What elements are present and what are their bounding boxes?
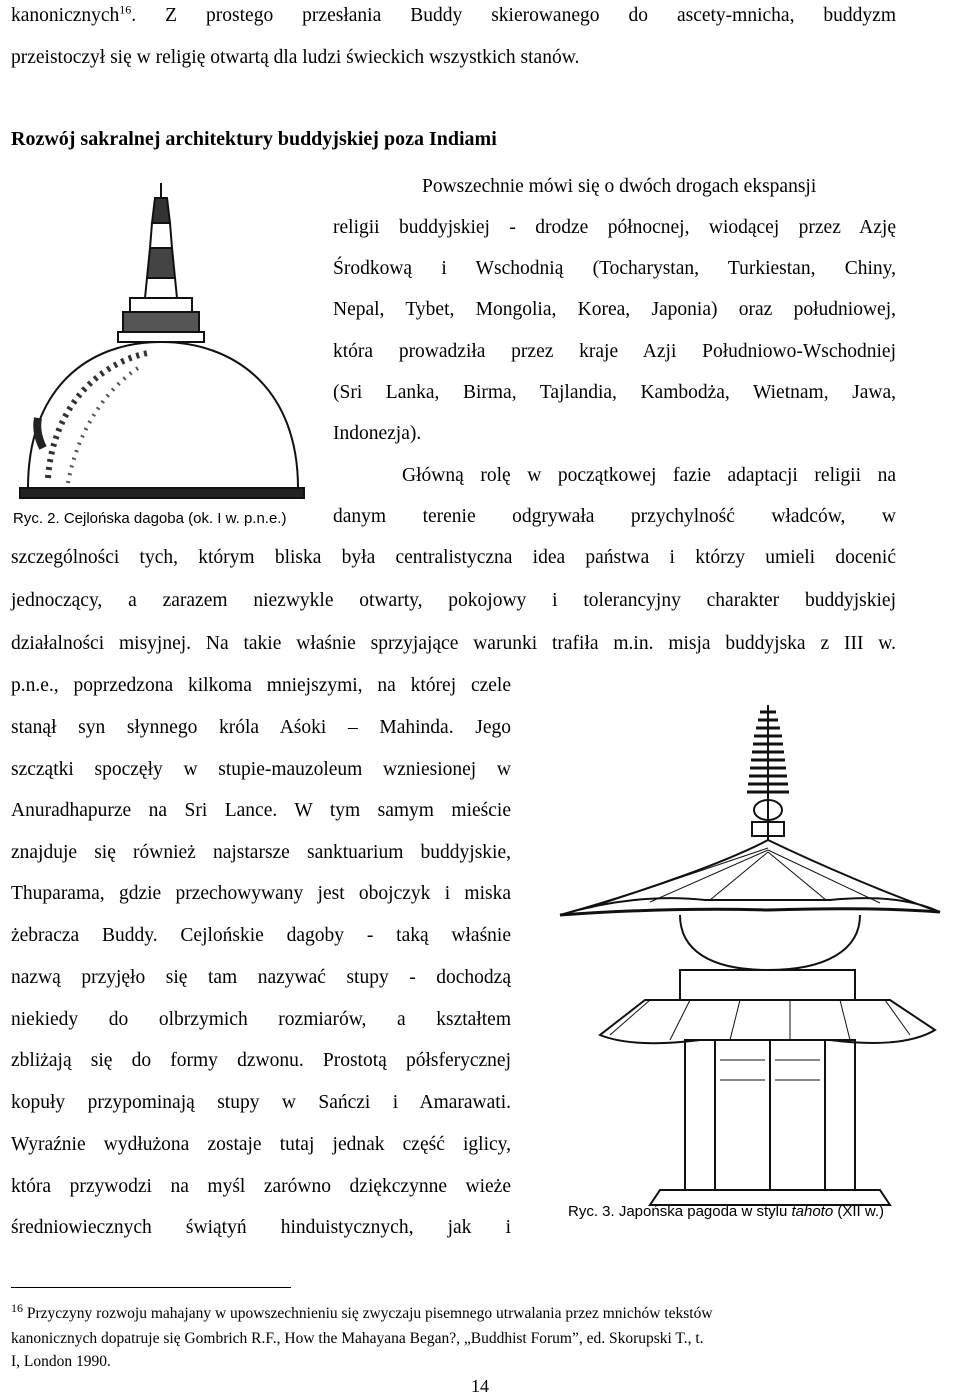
footnote-number: 16 xyxy=(11,1300,23,1315)
body-line: Powszechnie mówi się o dwóch drogach ekspansji xyxy=(422,176,817,197)
body-line: danym terenie odgrywała przychylność władców, w xyxy=(333,506,896,527)
body-line: Główną rolę w początkowej fazie adaptacji religii na xyxy=(402,465,896,486)
dagoba-illustration xyxy=(8,178,323,518)
text: kanonicznych xyxy=(11,5,120,26)
body-line: Indonezja). xyxy=(333,423,422,444)
body-line: Nepal, Tybet, Mongolia, Korea, Japonia) oraz południowej, xyxy=(333,299,896,320)
footnote xyxy=(11,1300,901,1325)
body-line: (Sri Lanka, Birma, Tajlandia, Kambodża, Wietnam, Jawa, xyxy=(333,382,896,403)
footnote: I, London 1990. xyxy=(11,1353,111,1370)
text: (XII w.) xyxy=(833,1203,885,1220)
text: . Z prostego przesłania Buddy skierowanego do ascety-mnicha, buddyzm xyxy=(131,5,896,26)
body-line: Wyraźnie wydłużona zostaje tutaj jednak część iglicy, xyxy=(11,1134,511,1155)
body-line: jednoczący, a zarazem niezwykle otwarty, pokojowy i tolerancyjny charakter buddyjskiej xyxy=(11,590,896,611)
body-line: niekiedy do olbrzymich rozmiarów, a kształtem xyxy=(11,1009,511,1030)
body-line xyxy=(11,3,896,29)
body-line: Thuparama, gdzie przechowywany jest obojczyk i miska xyxy=(11,883,511,904)
body-line: stanął syn słynnego króla Aśoki – Mahinda. Jego xyxy=(11,717,511,738)
body-line: szczątki spoczęły w stupie-mauzoleum wzniesionej w xyxy=(11,759,511,780)
figure-caption xyxy=(568,1203,884,1220)
body-line: zbliżają się do formy dzwonu. Prostotą półsferycznej xyxy=(11,1050,511,1071)
pagoda-illustration xyxy=(530,700,950,1210)
body-line: przeistoczył się w religię otwartą dla ludzi świeckich wszystkich stanów. xyxy=(11,47,580,68)
figure-caption: Ryc. 2. Cejlońska dagoba (ok. I w. p.n.e.) xyxy=(13,510,287,527)
page-number: 14 xyxy=(471,1376,489,1396)
body-line: która przywodzi na myśl zarówno dziękczynne wieże xyxy=(11,1176,511,1197)
body-line: Anuradhapurze na Sri Lance. W tym samym mieście xyxy=(11,800,511,821)
body-line: Środkową i Wschodnią (Tocharystan, Turkiestan, Chiny, xyxy=(333,258,896,279)
body-line: która prowadziła przez kraje Azji Południowo-Wschodniej xyxy=(333,341,896,362)
body-line: średniowiecznych świątyń hinduistycznych, jak i xyxy=(11,1217,511,1238)
body-line: działalności misyjnej. Na takie właśnie sprzyjające warunki trafiła m.in. misja buddyjska z III w. xyxy=(11,633,896,654)
body-line: żebracza Buddy. Cejlońskie dagoby - taką właśnie xyxy=(11,925,511,946)
body-line: nazwą przyjęło się tam nazywać stupy - dochodzą xyxy=(11,967,511,988)
body-line: religii buddyjskiej - drodze północnej, wiodącej przez Azję xyxy=(333,217,896,238)
text: Przyczyny rozwoju mahajany w upowszechnieniu się zwyczaju pisemnego utrwalania przez mnichów tekstów xyxy=(26,1305,713,1322)
text: tahoto xyxy=(791,1203,834,1220)
body-line: szczególności tych, którym bliska była centralistyczna idea państwa i którzy umieli docenić xyxy=(11,547,896,568)
text: Ryc. 3. Japońska pagoda w stylu xyxy=(568,1203,792,1220)
footnote-rule xyxy=(11,1287,291,1288)
body-line: kopuły przypominają stupy w Sańczi i Amarawati. xyxy=(11,1092,511,1113)
footnote: kanonicznych dopatruje się Gombrich R.F., How the Mahayana Began?, „Buddhist Forum”, ed. Skorupski T., t. xyxy=(11,1330,704,1347)
body-line: p.n.e., poprzedzona kilkoma mniejszymi, na której czele xyxy=(11,675,511,696)
footnote-ref: 16 xyxy=(119,2,132,17)
section-heading: Rozwój sakralnej architektury buddyjskiej poza Indiami xyxy=(11,128,497,150)
body-line: znajduje się również najstarsze sanktuarium buddyjskie, xyxy=(11,842,511,863)
